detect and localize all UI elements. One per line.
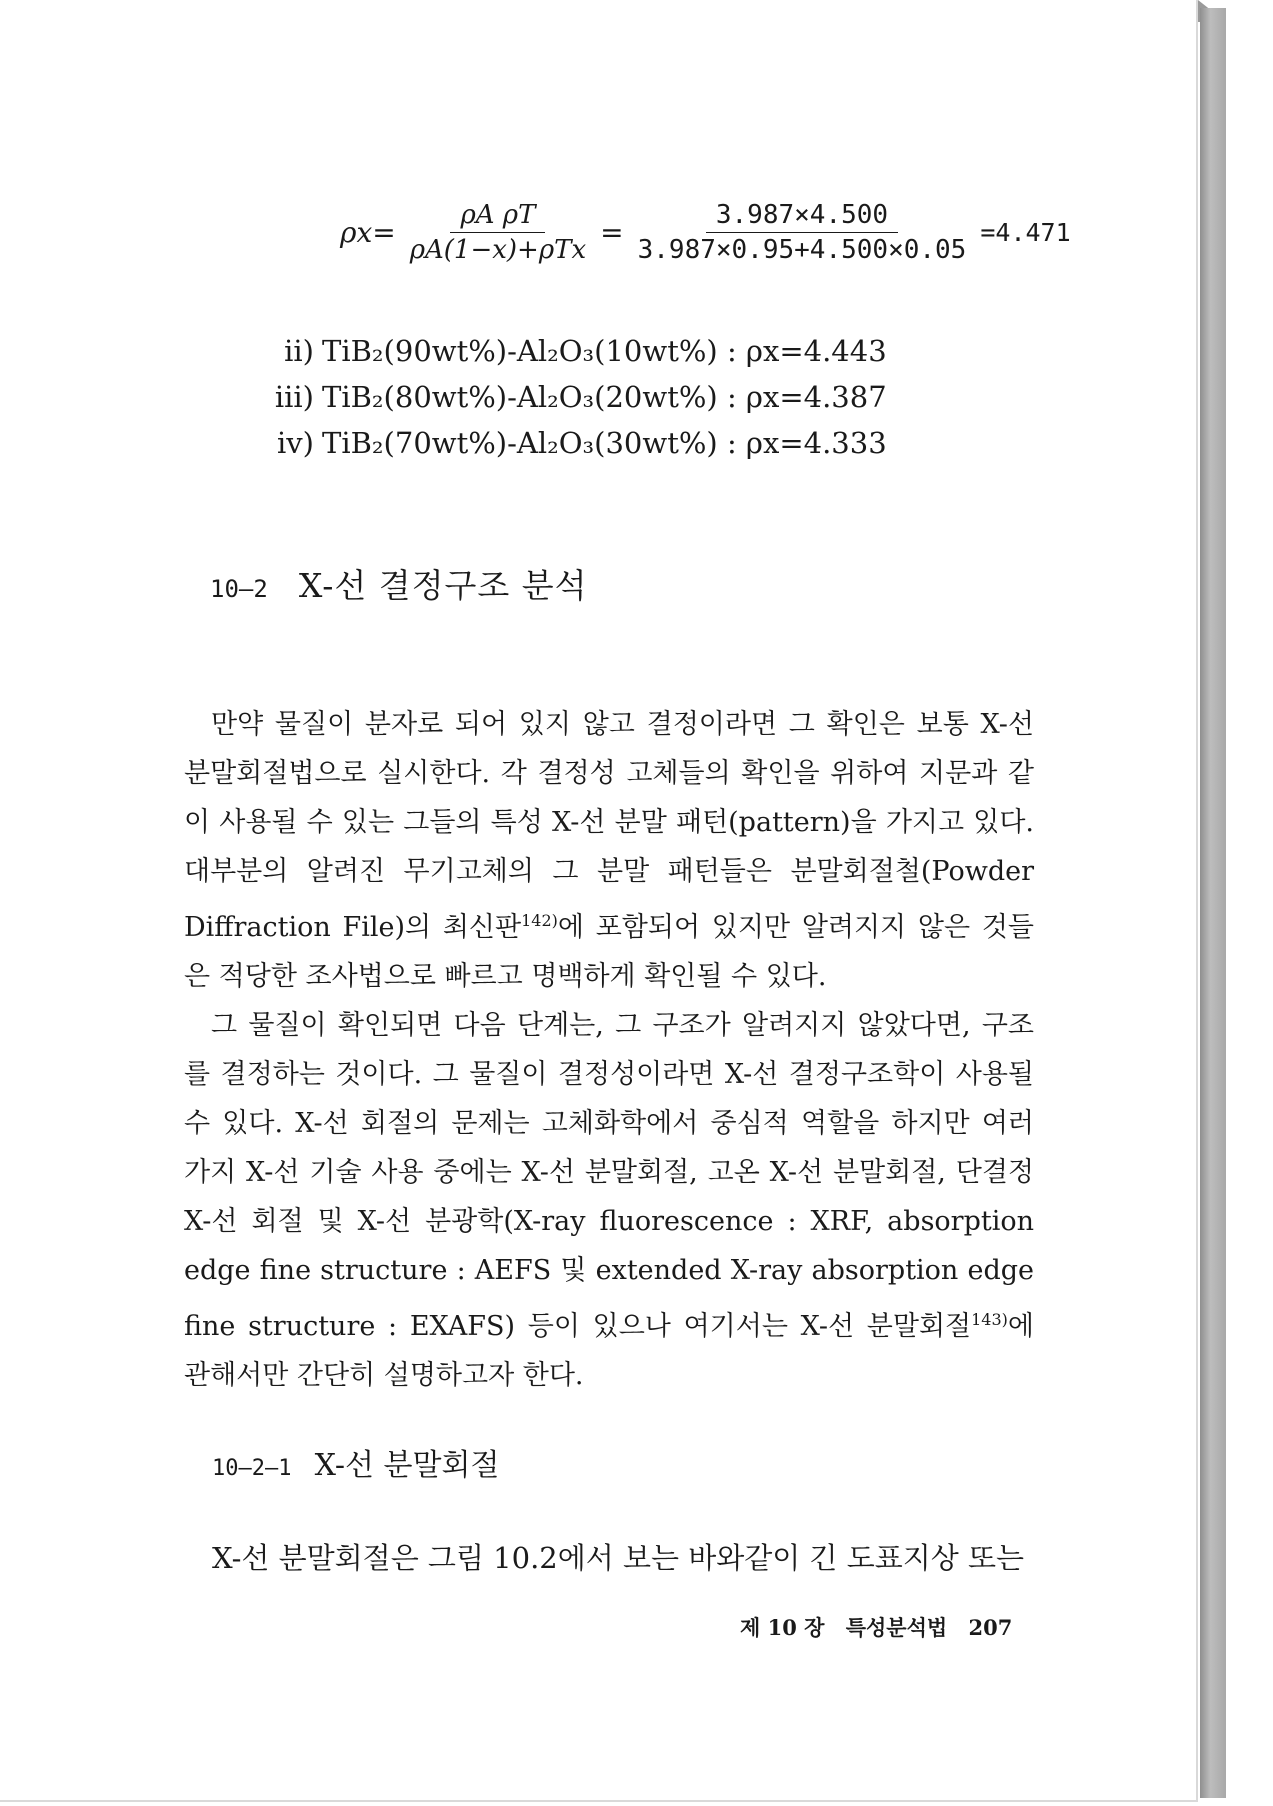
list-item-label: iv) xyxy=(277,426,314,460)
list-item-text: TiB₂(90wt%)-Al₂O₃(10wt%) : ρx=4.443 xyxy=(322,334,887,368)
list-item-label: ii) xyxy=(284,334,314,368)
paragraph xyxy=(184,700,1034,1001)
formula-denominator-numeric: 3.987×0.95+4.500×0.05 xyxy=(637,235,967,265)
list-item-label: iii) xyxy=(274,380,314,414)
list-item xyxy=(258,328,887,374)
list-item-text: TiB₂(70wt%)-Al₂O₃(30wt%) : ρx=4.333 xyxy=(322,426,887,460)
formula-numerator-symbolic: ρA ρT xyxy=(450,200,545,233)
formula-equals: = xyxy=(600,216,624,249)
footnote-ref: 142) xyxy=(521,911,558,930)
subsection-heading xyxy=(212,1440,499,1484)
formula-lhs: ρx= xyxy=(340,216,396,249)
formula-denominator-symbolic: ρA(1−x)+ρTx xyxy=(409,235,587,265)
density-formula xyxy=(340,200,1071,265)
section-number: 10—2 xyxy=(210,575,268,603)
body-text xyxy=(184,700,1034,1400)
paragraph-continuation: X-선 분말회절은 그림 10.2에서 보는 바와같이 긴 도표지상 또는 xyxy=(212,1541,1025,1575)
subsection-title: X-선 분말회절 xyxy=(314,1448,500,1483)
section-title: X-선 결정구조 분석 xyxy=(298,566,588,605)
paragraph-text: 에 포함되어 있지만 알려지지 않은 것들은 적당한 조사법으로 빠르고 명백하게 확인될 수 있다. xyxy=(184,912,1034,992)
formula-numerator-numeric: 3.987×4.500 xyxy=(706,200,898,233)
footer-title: 특성분석법 xyxy=(845,1615,948,1640)
formula-result: =4.471 xyxy=(980,218,1071,247)
paragraph-text: 에 관해서만 간단히 설명하고자 한다. xyxy=(184,1311,1034,1391)
formula-fraction-numeric xyxy=(628,200,977,265)
page-edge-shadow xyxy=(1200,8,1226,1798)
paragraph-text: 만약 물질이 분자로 되어 있지 않고 결정이라면 그 확인은 보통 X-선 분말회절법으로 실시한다. 각 결정성 고체들의 확인을 위하여 지문과 같이 사용될 수 있는 그들의 특성 X-선 분말 패턴(pattern)을 가지고 있다. 대부분의 알려진 무기고체의 그 분말 패턴들은 분말회절철(Powder Diffraction File)의 최신판 xyxy=(184,709,1034,943)
density-results-list xyxy=(258,328,887,466)
footnote-ref: 143) xyxy=(971,1310,1008,1329)
subsection-number: 10—2—1 xyxy=(212,1456,292,1481)
section-heading xyxy=(210,560,587,607)
footer-chapter: 제 10 장 xyxy=(740,1615,825,1640)
paragraph-text: 그 물질이 확인되면 다음 단계는, 그 구조가 알려지지 않았다면, 구조를 결정하는 것이다. 그 물질이 결정성이라면 X-선 결정구조학이 사용될 수 있다. X-선 회절의 문제는 고체화학에서 중심적 역할을 하지만 여러 가지 X-선 기술 사용 중에는 X-선 분말회절, 고온 X-선 분말회절, 단결정 X-선 회절 및 X-선 분광학(X-ray fluorescence : XRF, absorption edge fine structure : AEFS 및 extended X-ray absorption edge fine structure : EXAFS) 등이 있으나 여기서는 X-선 분말회절 xyxy=(184,1010,1034,1342)
page-footer xyxy=(740,1612,1026,1642)
list-item xyxy=(258,374,887,420)
list-item-text: TiB₂(80wt%)-Al₂O₃(20wt%) : ρx=4.387 xyxy=(322,380,887,414)
list-item xyxy=(258,420,887,466)
formula-fraction-symbolic xyxy=(400,200,596,265)
page-number: 207 xyxy=(968,1615,1013,1640)
paragraph xyxy=(184,1001,1034,1400)
